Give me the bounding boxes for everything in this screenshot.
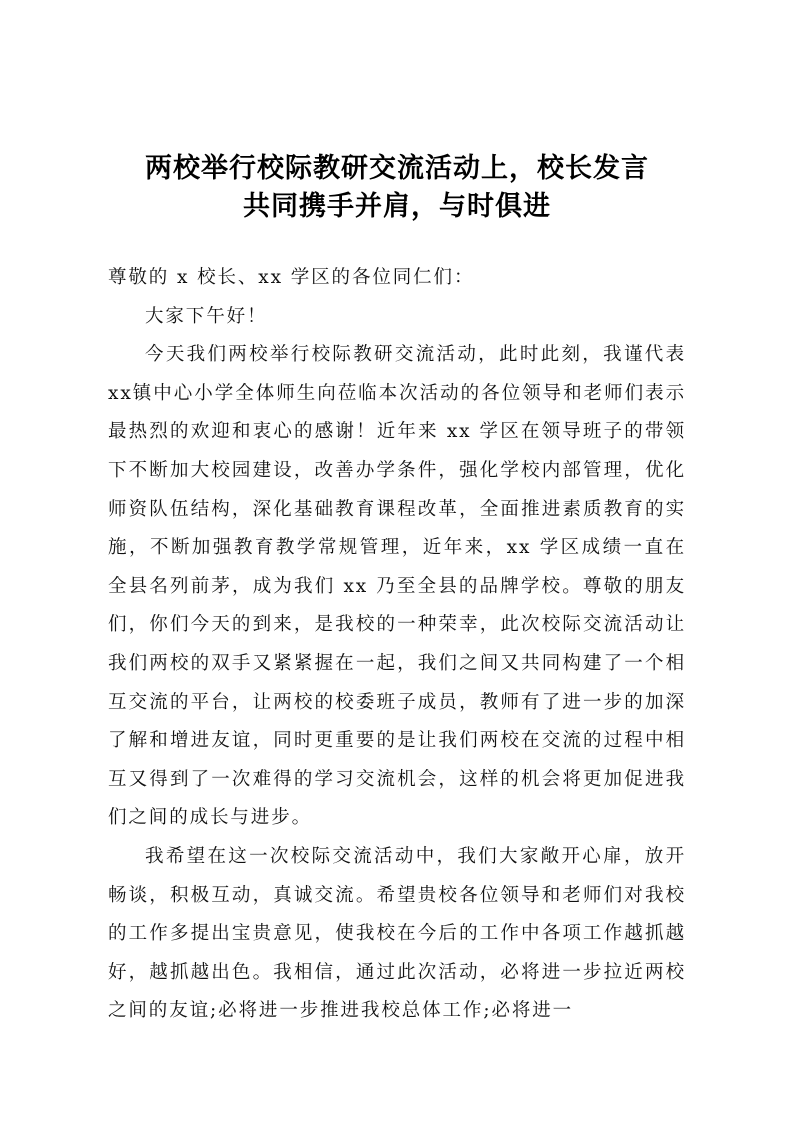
document-body — [108, 259, 686, 1031]
greeting: 大家下午好！ — [145, 305, 268, 327]
salutation: 尊敬的 x 校长、xx 学区的各位同仁们： — [108, 267, 475, 288]
paragraph-1: 今天我们两校举行校际教研交流活动，此时此刻，我谨代表xx镇中心小学全体师生向莅临本次活动的各位领导和老师们表示最热烈的欢迎和衷心的感谢！近年来 xx 学区在领导班子的带领下不断加大校园建设，改善办学条件，强化学校内部管理，优化师资队伍结构，深化基础教育课程改革，全面推进素质教育的实施，不断加强教育教学常规管理，近年来，xx 学区成绩一直在全县名列前茅，成为我们 xx 乃至全县的品牌学校。尊敬的朋友们，你们今天的到来，是我校的一种荣幸，此次校际交流活动让我们两校的双手又紧紧握在一起，我们之间又共同构建了一个相互交流的平台，让两校的校委班子成员，教师有了进一步的加深了解和增进友谊，同时更重要的是让我们两校在交流的过程中相互又得到了一次难得的学习交流机会，这样的机会将更加促进我们之间的成长与进步。 — [108, 344, 686, 829]
title-line-1: 两校举行校际教研交流活动上，校长发言 — [145, 153, 649, 184]
title-line-2: 共同携手并肩，与时俱进 — [243, 191, 551, 222]
document-title — [108, 150, 686, 226]
paragraph-2: 我希望在这一次校际交流活动中，我们大家敞开心扉，放开畅谈，积极互动，真诚交流。希望贵校各位领导和老师们对我校的工作多提出宝贵意见，使我校在今后的工作中各项工作越抓越好，越抓越出色。我相信，通过此次活动，必将进一步拉近两校之间的友谊;必将进一步推进我校总体工作;必将进一 — [108, 845, 686, 1022]
